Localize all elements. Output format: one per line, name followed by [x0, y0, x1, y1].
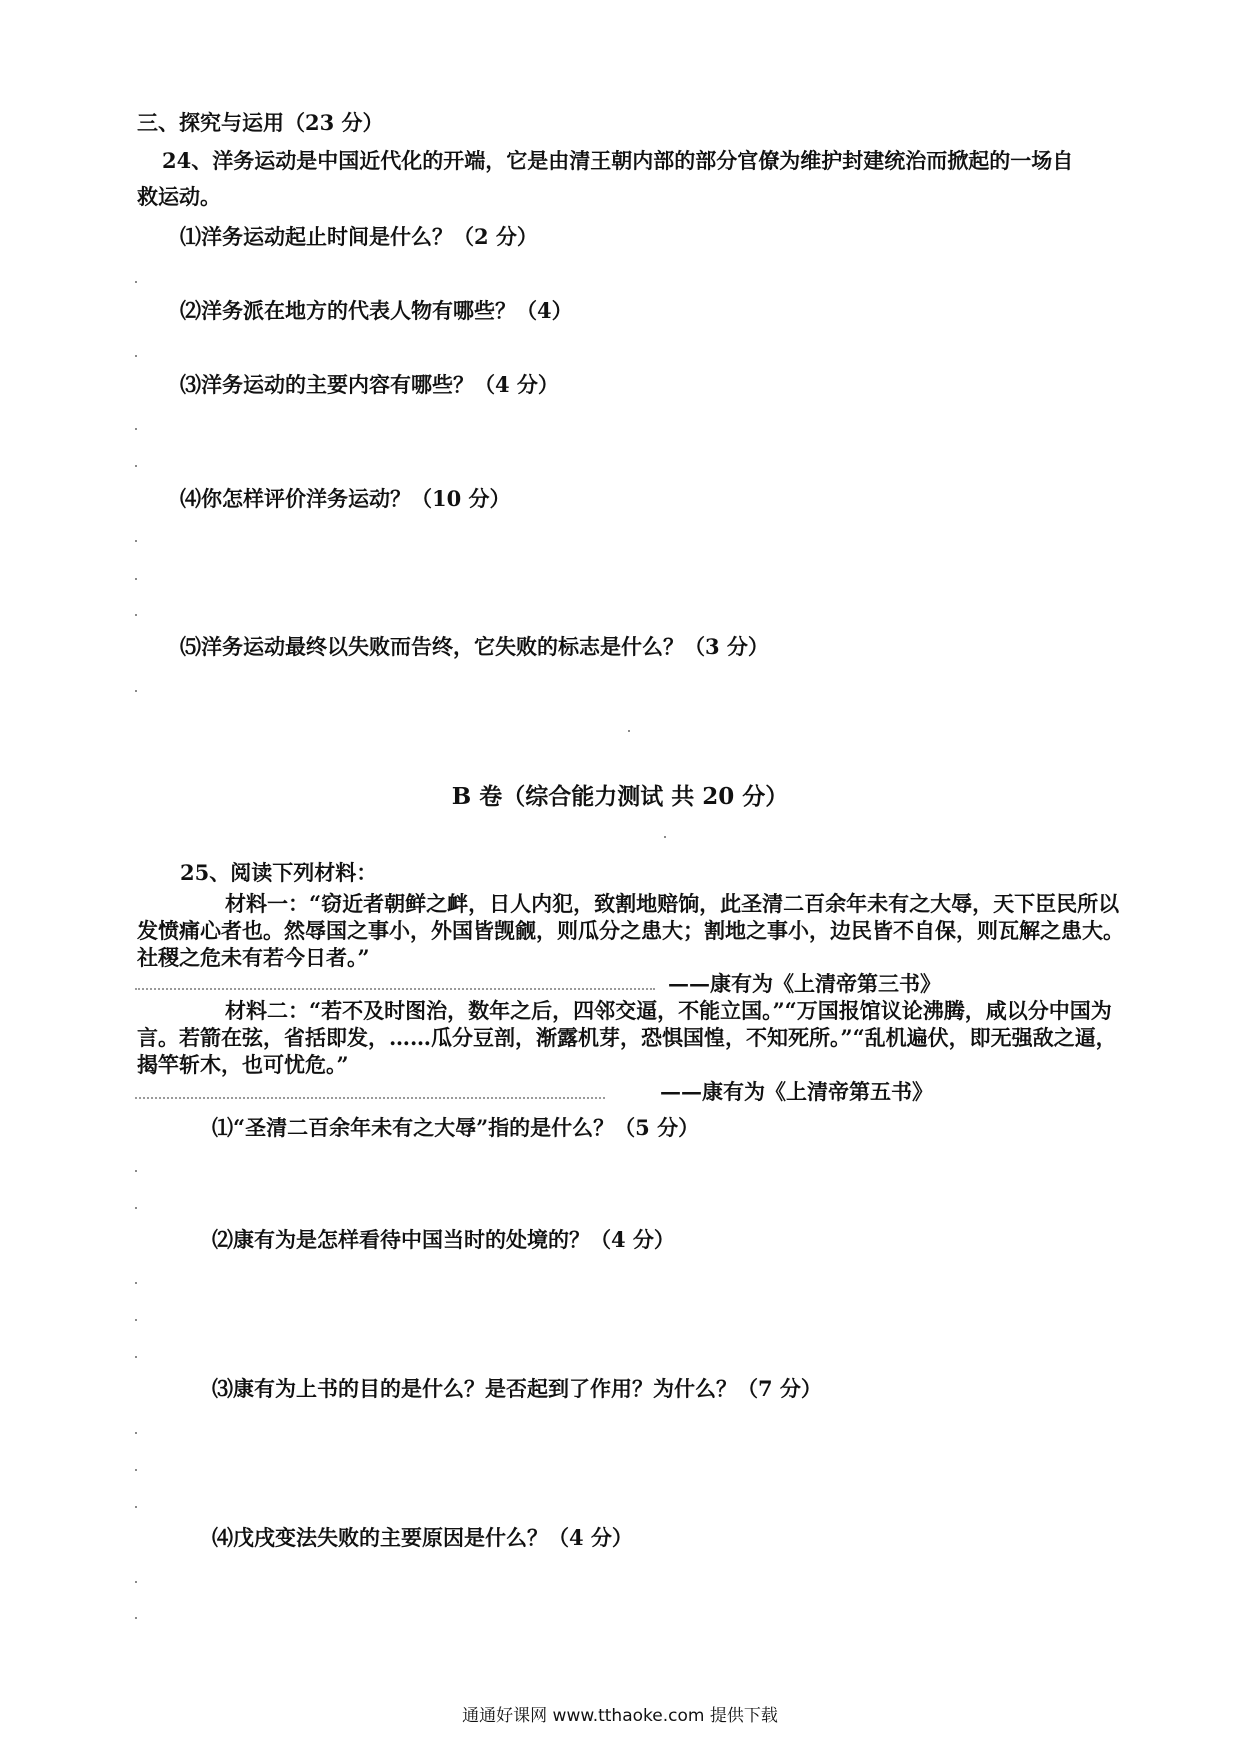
question-25-sub-4: ⑷戊戌变法失败的主要原因是什么？（4 分）	[212, 1525, 633, 1550]
dotted-rule	[135, 988, 655, 990]
question-24-sub-3: ⑶洋务运动的主要内容有哪些？（4 分）	[180, 372, 559, 397]
answer-line-marker	[135, 540, 137, 542]
question-24-sub-4: ⑷你怎样评价洋务运动？（10 分）	[180, 486, 511, 511]
question-24-stem-line2: 救运动。	[137, 184, 221, 209]
answer-line-marker	[135, 1207, 137, 1209]
question-25-sub-1: ⑴“圣清二百余年未有之大辱”指的是什么？（5 分）	[212, 1115, 700, 1140]
answer-line-marker	[135, 281, 137, 283]
question-24-sub-5: ⑸洋务运动最终以失败而告终，它失败的标志是什么？（3 分）	[180, 634, 769, 659]
dotted-rule	[135, 1097, 605, 1099]
answer-line-marker	[135, 1170, 137, 1172]
answer-line-marker	[135, 578, 137, 580]
footer-source: 通通好课网 www.tthaoke.com 提供下载	[462, 1706, 778, 1726]
answer-line-marker	[135, 465, 137, 467]
part-b-title: B 卷（综合能力测试 共 20 分）	[451, 783, 789, 810]
material-2-source: ——康有为《上清帝第五书》	[660, 1079, 933, 1104]
answer-line-marker	[664, 836, 666, 838]
answer-line-marker	[135, 1282, 137, 1284]
answer-line-marker	[135, 1581, 137, 1583]
answer-line-marker	[135, 690, 137, 692]
question-25-stem: 25、阅读下列材料：	[180, 860, 378, 885]
answer-line-marker	[135, 614, 137, 616]
answer-line-marker	[135, 1356, 137, 1358]
answer-line-marker	[135, 1617, 137, 1619]
answer-line-marker	[135, 1469, 137, 1471]
question-25-sub-2: ⑵康有为是怎样看待中国当时的处境的？（4 分）	[212, 1227, 675, 1252]
section-heading: 三、探究与运用（23 分）	[137, 110, 384, 135]
answer-line-marker	[135, 355, 137, 357]
question-25-sub-3: ⑶康有为上书的目的是什么？是否起到了作用？为什么？（7 分）	[212, 1376, 822, 1401]
answer-line-marker	[135, 1506, 137, 1508]
question-24-sub-1: ⑴洋务运动起止时间是什么？（2 分）	[180, 224, 538, 249]
answer-line-marker	[135, 1319, 137, 1321]
material-2: 材料二：“若不及时图治，数年之后，四邻交逼，不能立国。”“万国报馆议论沸腾，咸以分中国为言。若箭在弦，省括即发，……瓜分豆剖，渐露机芽，恐惧国惶，不知死所。”“乱机遍伏，即无强敌之逼，揭竿斩木，也可忧危。”	[137, 998, 1117, 1077]
question-24-stem-line1: 24、洋务运动是中国近代化的开端，它是由清王朝内部的部分官僚为维护封建统治而掀起的一场自	[162, 148, 1074, 173]
answer-line-marker	[135, 1432, 137, 1434]
material-1: 材料一：“窃近者朝鲜之衅，日人内犯，致割地赔饷，此圣清二百余年未有之大辱，天下臣民所以发愤痛心者也。然辱国之事小，外国皆觊觎，则瓜分之患大；割地之事小，边民皆不自保，则瓦解之患大。社稷之危未有若今日者。”	[137, 891, 1124, 970]
answer-line-marker	[628, 730, 630, 732]
question-24-sub-2: ⑵洋务派在地方的代表人物有哪些？（4）	[180, 298, 573, 323]
answer-line-marker	[135, 428, 137, 430]
material-1-source: ——康有为《上清帝第三书》	[668, 971, 941, 996]
